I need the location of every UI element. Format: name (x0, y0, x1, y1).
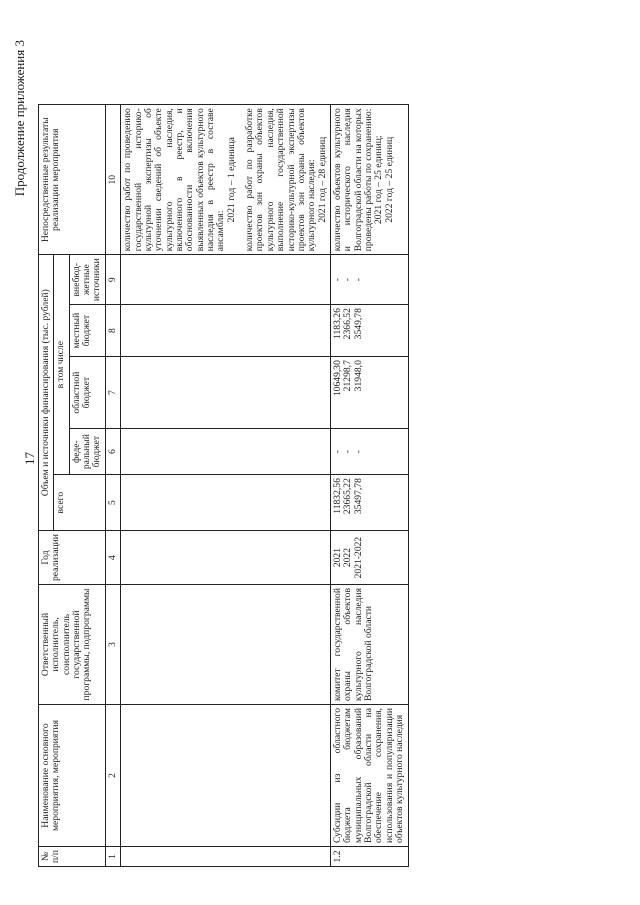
local-value: 2366,52 (342, 308, 354, 340)
row-num: 1.2 (330, 847, 408, 867)
header-extra: внебюд- жетные источники (69, 255, 105, 305)
federal-value: - (342, 450, 354, 454)
column-number: 2 (105, 705, 120, 847)
federal-value: - (331, 450, 343, 454)
extra-value: - (331, 278, 343, 282)
result-value: 2021 год – 25 единиц; (373, 135, 385, 224)
federal-value: - (352, 450, 364, 454)
header-volume: Объем и источники финансирования (тыс. рублей) (39, 255, 54, 531)
column-number: 6 (105, 429, 120, 475)
appendix-note: Продолжение приложения 3 (12, 40, 27, 197)
total-value: 35497,78 (352, 478, 364, 515)
column-number: 3 (105, 585, 120, 705)
header-year: Год реализации (39, 531, 106, 585)
regional-value: 31948,0 (352, 360, 364, 392)
header-federal: феде- ральный бюджет (69, 429, 105, 475)
row-name: Субсидии из областного бюджета бюджетам муниципальных образований Волгоградской области на обеспечение сохранения, использования и популяризации объектов культурного наследия (330, 705, 408, 847)
total-value: 23665,22 (342, 478, 354, 515)
header-executor: Ответственный исполнитель, соисполнитель государственной программы, подпрограммы (39, 585, 106, 705)
header-incl: в том числе (54, 255, 69, 475)
year-value: 2021-2022 (352, 536, 364, 579)
extra-value: - (342, 278, 354, 282)
result-text: количество работ по проведению государственной историко-культурной экспертизы об уточнении сведений об объекте культурного наследия, включенного в реестр, и обоснованности включения выявленных объектов культурного наследия в реестр в составе ансамбля: (122, 108, 227, 252)
column-number: 4 (105, 531, 120, 585)
row-regional (330, 357, 408, 429)
result-text: количество работ по разработке проектов зон охраны объектов культурного наследия, выполнение государственной историко-культурной экспертизы проектов зон охраны объектов культурного наследия: (244, 108, 318, 252)
financing-table (38, 104, 409, 867)
row-years (330, 531, 408, 585)
column-number: 5 (105, 475, 120, 531)
local-value: 1183,26 (331, 308, 343, 339)
result-text: количество объектов культурного и исторического наследия Волгоградской области на которых проведены работы по сохранению: (331, 108, 375, 252)
result-value: 2022 год – 25 единиц (383, 136, 395, 223)
column-number: 9 (105, 255, 120, 305)
row-local (330, 305, 408, 357)
header-local: местный бюджет (69, 305, 105, 357)
header-total: всего (54, 475, 105, 531)
result-value: 2021 год – 28 единиц (316, 136, 328, 223)
column-number: 8 (105, 305, 120, 357)
row-results (330, 105, 408, 255)
header-row-1 (39, 105, 54, 867)
row-extra (330, 255, 408, 305)
page-number: 17 (22, 452, 37, 465)
row-federal (330, 429, 408, 475)
extra-value: - (352, 278, 364, 282)
total-value: 11832,56 (331, 478, 343, 514)
column-number: 7 (105, 357, 120, 429)
row-executor: комитет государственной охраны объектов культурного наследия Волгоградской области (330, 585, 408, 705)
table-row-1-2 (330, 105, 408, 867)
header-results: Непосредственные результаты реализации мероприятия (39, 105, 106, 255)
result-value: 2021 год – 1 единица (225, 137, 237, 223)
continuation-results-cell (121, 105, 331, 255)
local-value: 3549,78 (352, 308, 364, 340)
column-number-row (105, 105, 120, 867)
year-value: 2021 (331, 547, 343, 568)
header-num: № п/п (39, 847, 106, 867)
regional-value: 10649,30 (331, 360, 343, 397)
continuation-row (121, 105, 331, 867)
header-name: Наименование основного мероприятия, мероприятия (39, 705, 106, 847)
header-regional: областной бюджет (69, 357, 105, 429)
year-value: 2022 (342, 547, 354, 568)
row-total (330, 475, 408, 531)
regional-value: 21298,7 (342, 360, 354, 392)
column-number: 1 (105, 847, 120, 867)
column-number: 10 (105, 105, 120, 255)
